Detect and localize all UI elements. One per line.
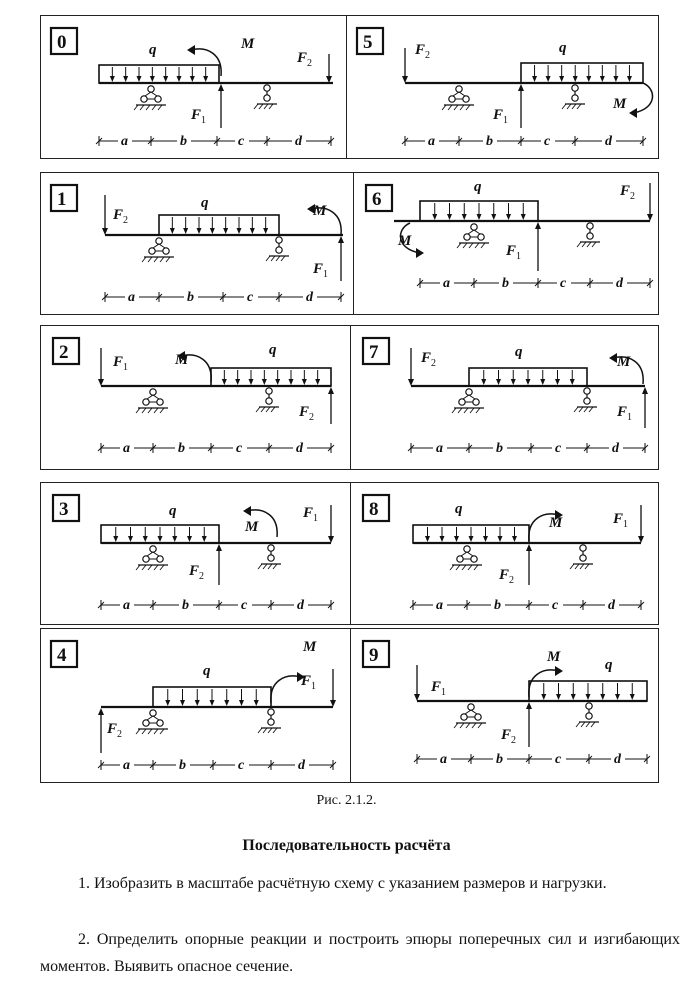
segment-b-label: b [486,134,493,149]
dimension-line [98,439,334,456]
scheme-number-box [53,495,79,521]
segment-c-label: c [236,441,243,456]
pin-support [136,389,168,413]
load-q-label: q [149,42,157,58]
scheme-number: 2 [59,342,69,363]
dimension-line [98,596,334,613]
force-f1-label: $F_1$ [313,261,329,280]
force-f1-arrow [638,505,644,543]
pin-support [442,86,474,110]
dimension-line [402,132,646,149]
force-f2-arrow [102,195,108,235]
beam-scheme-drawing [41,629,351,782]
load-q-label: q [269,342,277,358]
segment-a-label: a [443,276,450,291]
load-q-label: q [169,503,177,519]
force-f2-arrow [216,544,222,585]
beam-scheme-drawing [354,173,658,314]
scheme-number-box [366,185,392,211]
scheme-number: 4 [57,645,67,666]
segment-c-label: c [555,752,562,767]
scheme-panel-1 [40,172,355,315]
force-f2-label: $F_2$ [620,183,636,202]
segment-b-label: b [502,276,509,291]
scheme-number: 8 [369,499,379,520]
segment-b-label: b [496,752,503,767]
segment-a-label: a [428,134,435,149]
scheme-number-box [357,28,383,54]
roller-support [254,85,277,109]
scheme-number: 7 [369,342,379,363]
segment-b-label: b [178,441,185,456]
force-f1-arrow [518,84,524,128]
scheme-number-box [51,185,77,211]
segment-a-label: a [440,752,447,767]
segment-b-label: b [182,598,189,613]
force-f2-arrow [526,702,532,747]
force-f2-label: $F_2$ [499,567,515,586]
distributed-load-q [529,681,647,701]
segment-b-label: b [187,290,194,305]
segment-d-label: d [614,752,621,767]
segment-b-label: b [496,441,503,456]
scheme-number-box [363,338,389,364]
segment-a-label: a [123,441,130,456]
pin-support [142,238,174,262]
force-f1-arrow [330,669,336,707]
segment-d-label: d [616,276,623,291]
moment-m-label: M [613,96,627,112]
force-f2-label: $F_2$ [415,42,431,61]
force-f1-label: $F_1$ [301,673,317,692]
segment-b-label: b [179,758,186,773]
moment-arrow [271,672,305,703]
segment-c-label: c [560,276,567,291]
load-q-label: q [474,179,482,195]
segment-c-label: c [238,134,245,149]
roller-support [577,223,600,247]
pin-support [454,704,486,728]
scheme-number-box [51,28,77,54]
scheme-panel-9 [350,628,659,783]
scheme-number: 1 [57,189,67,210]
moment-m-label: M [549,515,563,531]
distributed-load-q [101,525,219,543]
distributed-load-q [99,65,219,83]
roller-support [258,709,281,733]
force-f1-arrow [328,505,334,543]
segment-d-label: d [297,598,304,613]
dimension-line [414,750,650,767]
scheme-panel-0 [40,15,348,159]
force-f2-arrow [408,348,414,386]
section-heading: Последовательность расчёта [242,837,451,854]
roller-support [256,388,279,412]
force-f2-label: $F_2$ [113,207,129,226]
dimension-line [408,439,648,456]
load-q-label: q [559,40,567,56]
segment-a-label: a [123,758,130,773]
beam-scheme-drawing [41,173,354,314]
beam-scheme-drawing [41,326,351,469]
force-f1-label: $F_1$ [493,107,509,126]
scheme-number: 5 [363,32,373,53]
segment-d-label: d [295,134,302,149]
distributed-load-q [521,63,643,83]
moment-arrow [629,83,652,118]
scheme-number: 9 [369,645,379,666]
force-f2-label: $F_2$ [189,563,205,582]
force-f1-arrow [98,348,104,386]
force-f2-label: $F_2$ [107,721,123,740]
force-f2-label: $F_2$ [421,350,437,369]
step-1-paragraph: 1. Изобразить в масштабе расчётную схему с указанием размеров и нагрузки. [78,875,607,892]
force-f1-label: $F_1$ [191,107,207,126]
moment-m-label: M [398,233,412,249]
segment-d-label: d [605,134,612,149]
pin-support [136,710,168,734]
scheme-number-box [51,641,77,667]
moment-m-label: M [547,649,561,665]
scheme-number: 6 [372,189,382,210]
pin-support [457,224,489,248]
load-q-label: q [605,657,613,673]
moment-m-label: M [313,203,327,219]
scheme-number: 3 [59,499,69,520]
pin-support [134,86,166,110]
dimension-line [410,596,644,613]
moment-m-label: M [617,354,631,370]
force-f2-label: $F_2$ [299,404,315,423]
load-q-label: q [515,344,523,360]
distributed-load-q [159,215,279,235]
distributed-load-q [153,687,271,707]
force-f1-arrow [218,84,224,128]
segment-a-label: a [123,598,130,613]
moment-m-label: M [245,519,259,535]
beam-scheme-drawing [351,629,658,782]
force-f1-label: $F_1$ [506,243,522,262]
segment-d-label: d [612,441,619,456]
load-q-label: q [201,195,209,211]
force-f2-arrow [402,48,408,83]
distributed-load-q [469,368,587,386]
dimension-line [417,274,653,291]
force-f2-arrow [98,708,104,753]
scheme-panel-5 [346,15,659,159]
force-f1-label: $F_1$ [613,511,629,530]
segment-d-label: d [298,758,305,773]
scheme-panel-8 [350,482,659,625]
scheme-number: 0 [57,32,67,53]
force-f2-arrow [526,544,532,585]
segment-d-label: d [608,598,615,613]
force-f1-label: $F_1$ [617,404,633,423]
figure-caption: Рис. 2.1.2. [316,793,377,808]
segment-a-label: a [128,290,135,305]
scheme-number-box [363,495,389,521]
roller-support [258,545,281,569]
distributed-load-q [413,525,529,543]
segment-c-label: c [544,134,551,149]
dimension-line [102,288,344,305]
force-f1-label: $F_1$ [113,354,129,373]
distributed-load-q [211,368,331,386]
scheme-number-box [53,338,79,364]
force-f1-arrow [414,665,420,701]
roller-support [576,703,599,727]
load-q-label: q [455,501,463,517]
moment-m-label: M [175,352,189,368]
force-f2-label: $F_2$ [501,727,517,746]
force-f2-label: $F_2$ [297,50,313,69]
scheme-panel-3 [40,482,352,625]
roller-support [574,388,597,412]
roller-support [570,545,593,569]
pin-support [450,546,482,570]
segment-c-label: c [238,758,245,773]
segment-c-label: c [555,441,562,456]
roller-support [266,237,289,261]
force-f2-arrow [326,54,332,83]
segment-d-label: d [306,290,313,305]
force-f1-arrow [642,387,648,428]
segment-b-label: b [180,134,187,149]
force-f1-label: $F_1$ [303,505,319,524]
segment-d-label: d [296,441,303,456]
force-f1-arrow [535,222,541,271]
roller-support [562,85,585,109]
segment-a-label: a [436,441,443,456]
moment-m-label: M [303,639,317,655]
beam-scheme-drawing [351,326,658,469]
step-2-paragraph: 2. Определить опорные реакции и построить эпюры поперечных сил и изгибающих моментов. Выявить опасное сечение. [40,931,680,975]
segment-b-label: b [494,598,501,613]
force-f1-arrow [338,236,344,281]
distributed-load-q [420,201,538,221]
scheme-number-box [363,641,389,667]
load-q-label: q [203,663,211,679]
scheme-panel-2 [40,325,352,470]
segment-c-label: c [241,598,248,613]
segment-c-label: c [247,290,254,305]
beam-scheme-drawing [41,483,351,624]
dimension-line [98,756,336,773]
scheme-panel-4 [40,628,352,783]
pin-support [452,389,484,413]
segment-a-label: a [121,134,128,149]
beam-scheme-drawing [351,483,658,624]
segment-c-label: c [552,598,559,613]
scheme-panel-7 [350,325,659,470]
moment-m-label: M [241,36,255,52]
scheme-panel-6 [353,172,659,315]
dimension-line [96,132,334,149]
force-f2-arrow [328,387,334,424]
beam-scheme-drawing [347,16,658,158]
force-f1-label: $F_1$ [431,679,447,698]
force-f2-arrow [647,183,653,221]
segment-a-label: a [436,598,443,613]
pin-support [136,546,168,570]
beam-scheme-drawing [41,16,347,158]
